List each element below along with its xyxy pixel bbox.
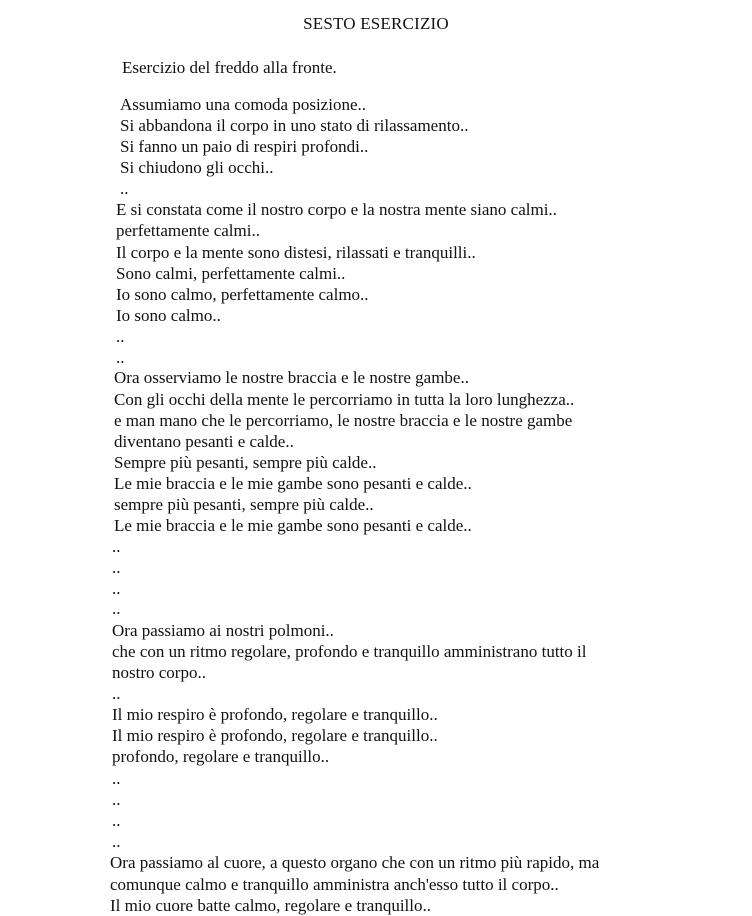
text-line: .. [112,769,121,788]
text-line: Si chiudono gli occhi.. [120,158,274,177]
text-line: Si abbandona il corpo in uno stato di rilassamento.. [120,116,469,135]
text-line: nostro corpo.. [112,663,206,682]
text-line: .. [112,537,121,556]
text-line: .. [112,790,121,809]
text-line: Ora passiamo al cuore, a questo organo che con un ritmo più rapido, ma [110,853,600,872]
text-line: diventano pesanti e calde.. [114,432,294,451]
text-line: che con un ritmo regolare, profondo e tranquillo amministrano tutto il [112,642,587,661]
text-line: comunque calmo e tranquillo amministra anch'esso tutto il corpo.. [110,875,559,894]
text-line: Il mio respiro è profondo, regolare e tranquillo.. [112,705,438,724]
exercise-subtitle: Esercizio del freddo alla fronte. [122,58,337,77]
text-line: Sono calmi, perfettamente calmi.. [116,264,346,283]
text-line: Ora passiamo ai nostri polmoni.. [112,621,334,640]
text-line: Sempre più pesanti, sempre più calde.. [114,453,377,472]
text-line: Con gli occhi della mente le percorriamo in tutta la loro lunghezza.. [114,390,575,409]
text-line: .. [112,811,121,830]
text-line: Assumiamo una comoda posizione.. [120,95,366,114]
text-line: Io sono calmo.. [116,306,221,325]
text-line: .. [112,579,121,598]
text-line: sempre più pesanti, sempre più calde.. [114,495,374,514]
text-line: Le mie braccia e le mie gambe sono pesanti e calde.. [114,474,472,493]
text-line: .. [112,684,121,703]
text-line: Si fanno un paio di respiri profondi.. [120,137,369,156]
text-line: .. [112,558,121,577]
text-line: .. [112,832,121,851]
text-line: perfettamente calmi.. [116,221,260,240]
page-title: SESTO ESERCIZIO [303,14,449,33]
text-line: profondo, regolare e tranquillo.. [112,747,330,766]
text-line: .. [112,599,121,618]
text-line: e man mano che le percorriamo, le nostre braccia e le nostre gambe [114,411,573,430]
text-line: .. [120,179,129,198]
text-line: .. [116,327,125,346]
text-line: E si constata come il nostro corpo e la nostra mente siano calmi.. [116,200,557,219]
text-line: Il mio respiro è profondo, regolare e tranquillo.. [112,726,438,745]
text-line: Il mio cuore batte calmo, regolare e tranquillo.. [110,896,431,915]
text-line: Il corpo e la mente sono distesi, rilassati e tranquilli.. [116,243,476,262]
text-line: Le mie braccia e le mie gambe sono pesanti e calde.. [114,516,472,535]
text-line: Ora osserviamo le nostre braccia e le nostre gambe.. [114,368,469,387]
text-line: .. [116,348,125,367]
text-line: Io sono calmo, perfettamente calmo.. [116,285,369,304]
